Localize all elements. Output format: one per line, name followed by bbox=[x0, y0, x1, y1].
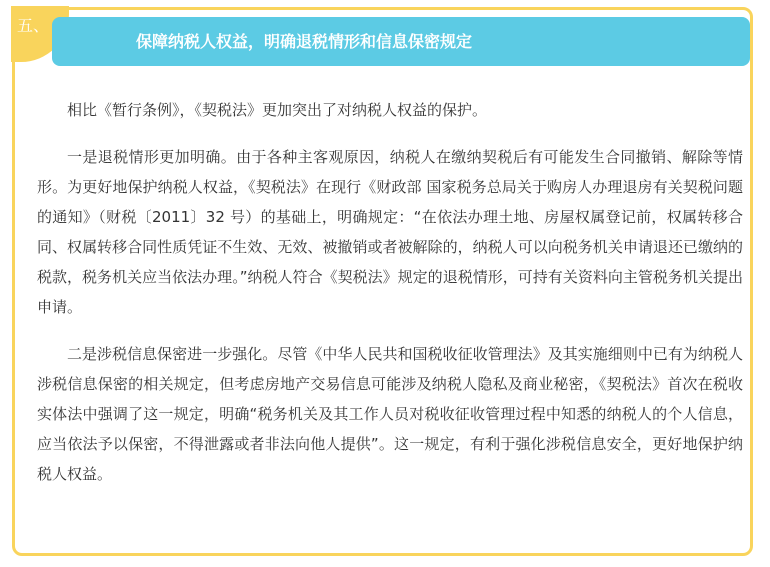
content-card bbox=[12, 7, 753, 556]
paragraph-privacy: 二是涉税信息保密进一步强化。尽管《中华人民共和国税收征收管理法》及其实施细则中已有为纳税人涉税信息保密的相关规定，但考虑房地产交易信息可能涉及纳税人隐私及商业秘密，《契税法》首次在税收实体法中强调了这一规定，明确“税务机关及其工作人员对税收征收管理过程中知悉的纳税人的个人信息，应当依法予以保密，不得泄露或者非法向他人提供”。这一规定，有利于强化涉税信息安全，更好地保护纳税人权益。 bbox=[37, 345, 743, 483]
paragraph-refund: 一是退税情形更加明确。由于各种主客观原因，纳税人在缴纳契税后有可能发生合同撤销、解除等情形。为更好地保护纳税人权益，《契税法》在现行《财政部 国家税务总局关于购房人办理退房有关契税问题的通知》（财税〔2011〕32 号）的基础上，明确规定：“在依法办理土地、房屋权属登记前，权属转移合同、权属转移合同性质凭证不生效、无效、被撤销或者被解除的，纳税人可以向税务机关申请退还已缴纳的税款，税务机关应当依法办理。”纳税人符合《契税法》规定的退税情形，可持有关资料向主管税务机关提出申请。 bbox=[37, 148, 743, 316]
section-title: 保障纳税人权益，明确退税情形和信息保密规定 bbox=[136, 32, 473, 51]
section-number: 五、 bbox=[17, 16, 50, 35]
article-body bbox=[37, 95, 743, 506]
section-header-bar bbox=[52, 17, 750, 66]
paragraph-intro: 相比《暂行条例》，《契税法》更加突出了对纳税人权益的保护。 bbox=[67, 101, 488, 119]
